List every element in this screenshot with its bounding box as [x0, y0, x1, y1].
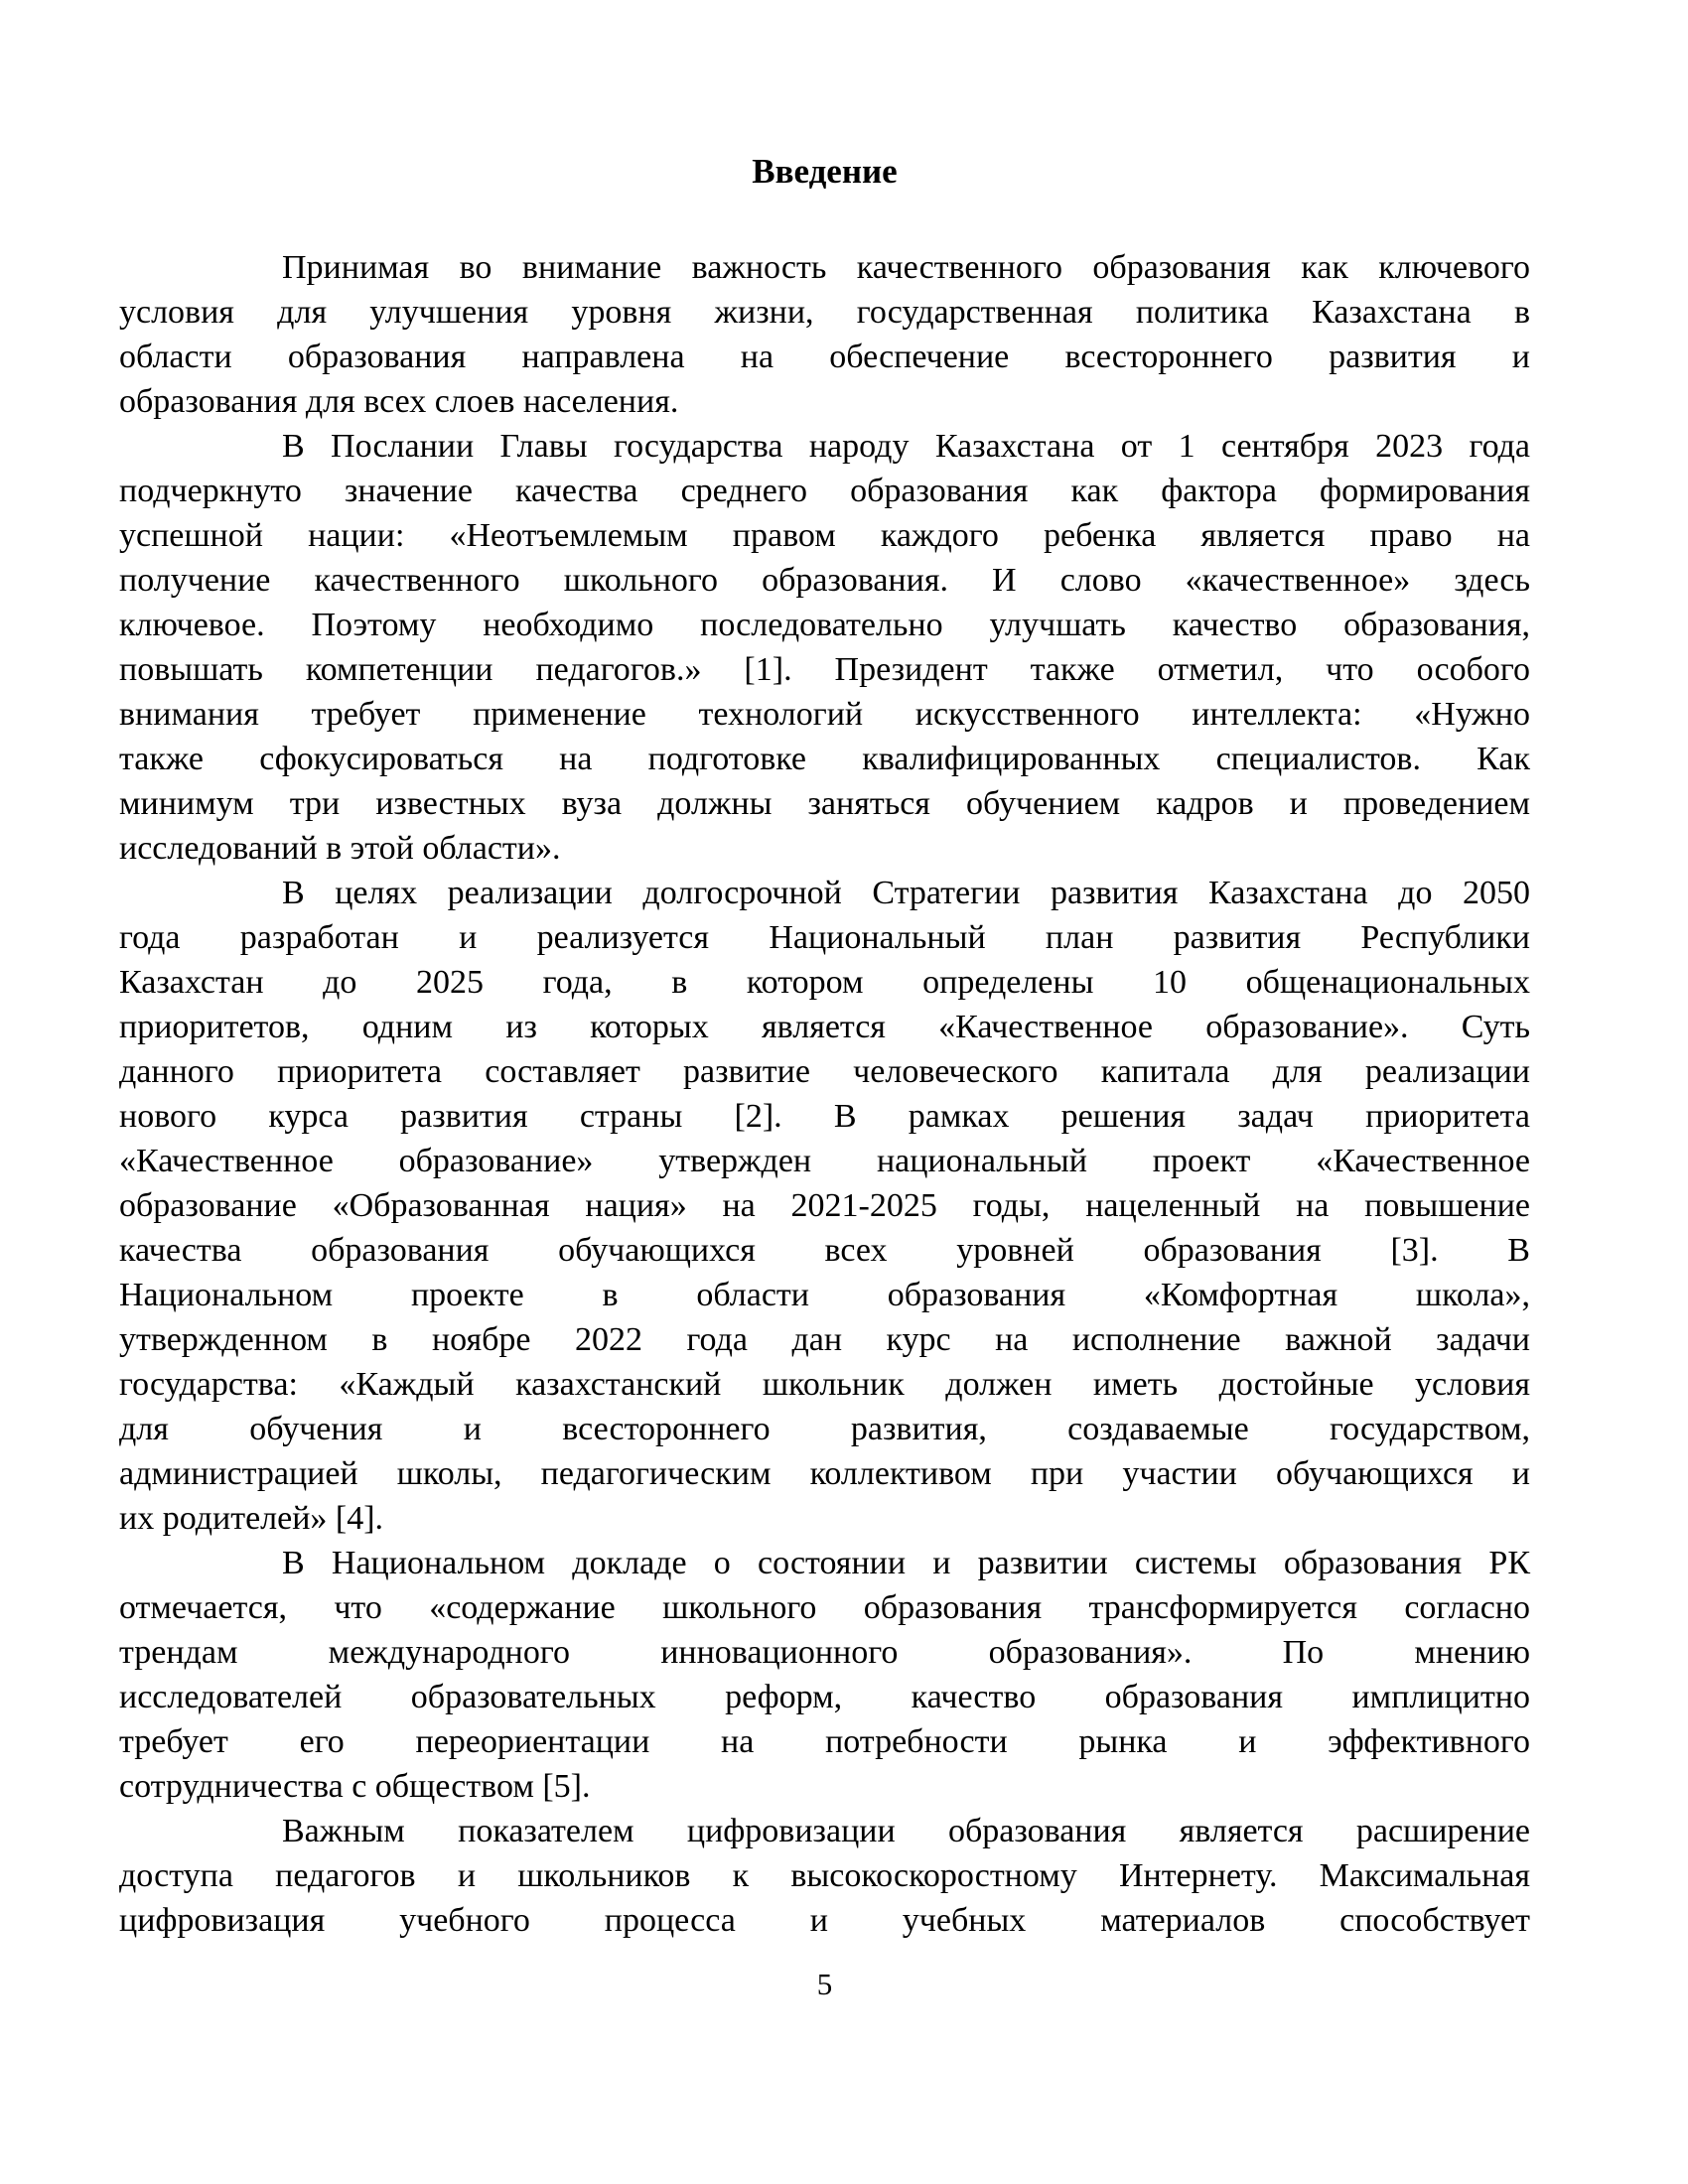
- paragraph-1-line: образования для всех слоев населения.: [119, 383, 679, 420]
- paragraph-2-line: повышать компетенции педагогов.» [1]. Президент также отметил, что особого: [119, 651, 1530, 688]
- paragraph-3-line: данного приоритета составляет развитие человеческого капитала для реализации: [119, 1053, 1530, 1090]
- paragraph-1-line: области образования направлена на обеспечение всестороннего развития и: [119, 339, 1530, 375]
- paragraph-2-line: ключевое. Поэтому необходимо последовательно улучшать качество образования,: [119, 607, 1530, 643]
- paragraph-2-line: В Послании Главы государства народу Казахстана от 1 сентября 2023 года: [282, 428, 1530, 465]
- paragraph-4-line: отмечается, что «содержание школьного образования трансформируется согласно: [119, 1589, 1530, 1626]
- paragraph-4-line: В Национальном докладе о состоянии и развитии системы образования РК: [282, 1545, 1530, 1581]
- paragraph-3-line: администрацией школы, педагогическим коллективом при участии обучающихся и: [119, 1455, 1530, 1492]
- paragraph-3-line: государства: «Каждый казахстанский школьник должен иметь достойные условия: [119, 1366, 1530, 1403]
- paragraph-2-line: также сфокусироваться на подготовке квалифицированных специалистов. Как: [119, 741, 1530, 777]
- paragraph-3-line: для обучения и всестороннего развития, создаваемые государством,: [119, 1411, 1530, 1447]
- paragraph-2-line: минимум три известных вуза должны заняться обучением кадров и проведением: [119, 785, 1530, 822]
- text-body: [119, 245, 1530, 1943]
- paragraph-3-line: утвержденном в ноябре 2022 года дан курс на исполнение важной задачи: [119, 1321, 1530, 1358]
- paragraph-4-line: сотрудничества с обществом [5].: [119, 1768, 591, 1805]
- paragraph-1-line: условия для улучшения уровня жизни, государственная политика Казахстана в: [119, 294, 1530, 331]
- paragraph-5-line: Важным показателем цифровизации образования является расширение: [282, 1813, 1530, 1849]
- paragraph-2-line: подчеркнуто значение качества среднего образования как фактора формирования: [119, 473, 1530, 509]
- paragraph-5-line: доступа педагогов и школьников к высокоскоростному Интернету. Максимальная: [119, 1857, 1530, 1894]
- paragraph-3-line: образование «Образованная нация» на 2021-2025 годы, нацеленный на повышение: [119, 1187, 1530, 1224]
- paragraph-2-line: исследований в этой области».: [119, 830, 561, 867]
- paragraph-3-line: Казахстан до 2025 года, в котором определены 10 общенациональных: [119, 964, 1530, 1001]
- paragraph-3-line: качества образования обучающихся всех уровней образования [3]. В: [119, 1232, 1530, 1269]
- paragraph-3-line: «Качественное образование» утвержден национальный проект «Качественное: [119, 1143, 1530, 1179]
- paragraph-5-line: цифровизация учебного процесса и учебных материалов способствует: [119, 1902, 1530, 1939]
- paragraph-3-line: их родителей» [4].: [119, 1500, 384, 1537]
- paragraph-1-line: Принимая во внимание важность качественного образования как ключевого: [282, 249, 1530, 286]
- paragraph-3-line: нового курса развития страны [2]. В рамках решения задач приоритета: [119, 1098, 1530, 1135]
- paragraph-3-line: В целях реализации долгосрочной Стратегии развития Казахстана до 2050: [282, 875, 1530, 911]
- paragraph-4-line: исследователей образовательных реформ, качество образования имплицитно: [119, 1679, 1530, 1715]
- paragraph-2-line: получение качественного школьного образования. И слово «качественное» здесь: [119, 562, 1530, 599]
- paragraph-4-line: требует его переориентации на потребности рынка и эффективного: [119, 1723, 1530, 1760]
- paragraph-4-line: трендам международного инновационного образования». По мнению: [119, 1634, 1530, 1671]
- paragraph-2-line: успешной нации: «Неотъемлемым правом каждого ребенка является право на: [119, 517, 1530, 554]
- paragraph-2-line: внимания требует применение технологий искусственного интеллекта: «Нужно: [119, 696, 1530, 733]
- page-title: Введение: [752, 152, 898, 191]
- page-number: 5: [816, 1967, 833, 2001]
- paragraph-3-line: Национальном проекте в области образования «Комфортная школа»,: [119, 1277, 1530, 1313]
- paragraph-3-line: приоритетов, одним из которых является «Качественное образование». Суть: [119, 1009, 1530, 1045]
- paragraph-3-line: года разработан и реализуется Национальный план развития Республики: [119, 919, 1530, 956]
